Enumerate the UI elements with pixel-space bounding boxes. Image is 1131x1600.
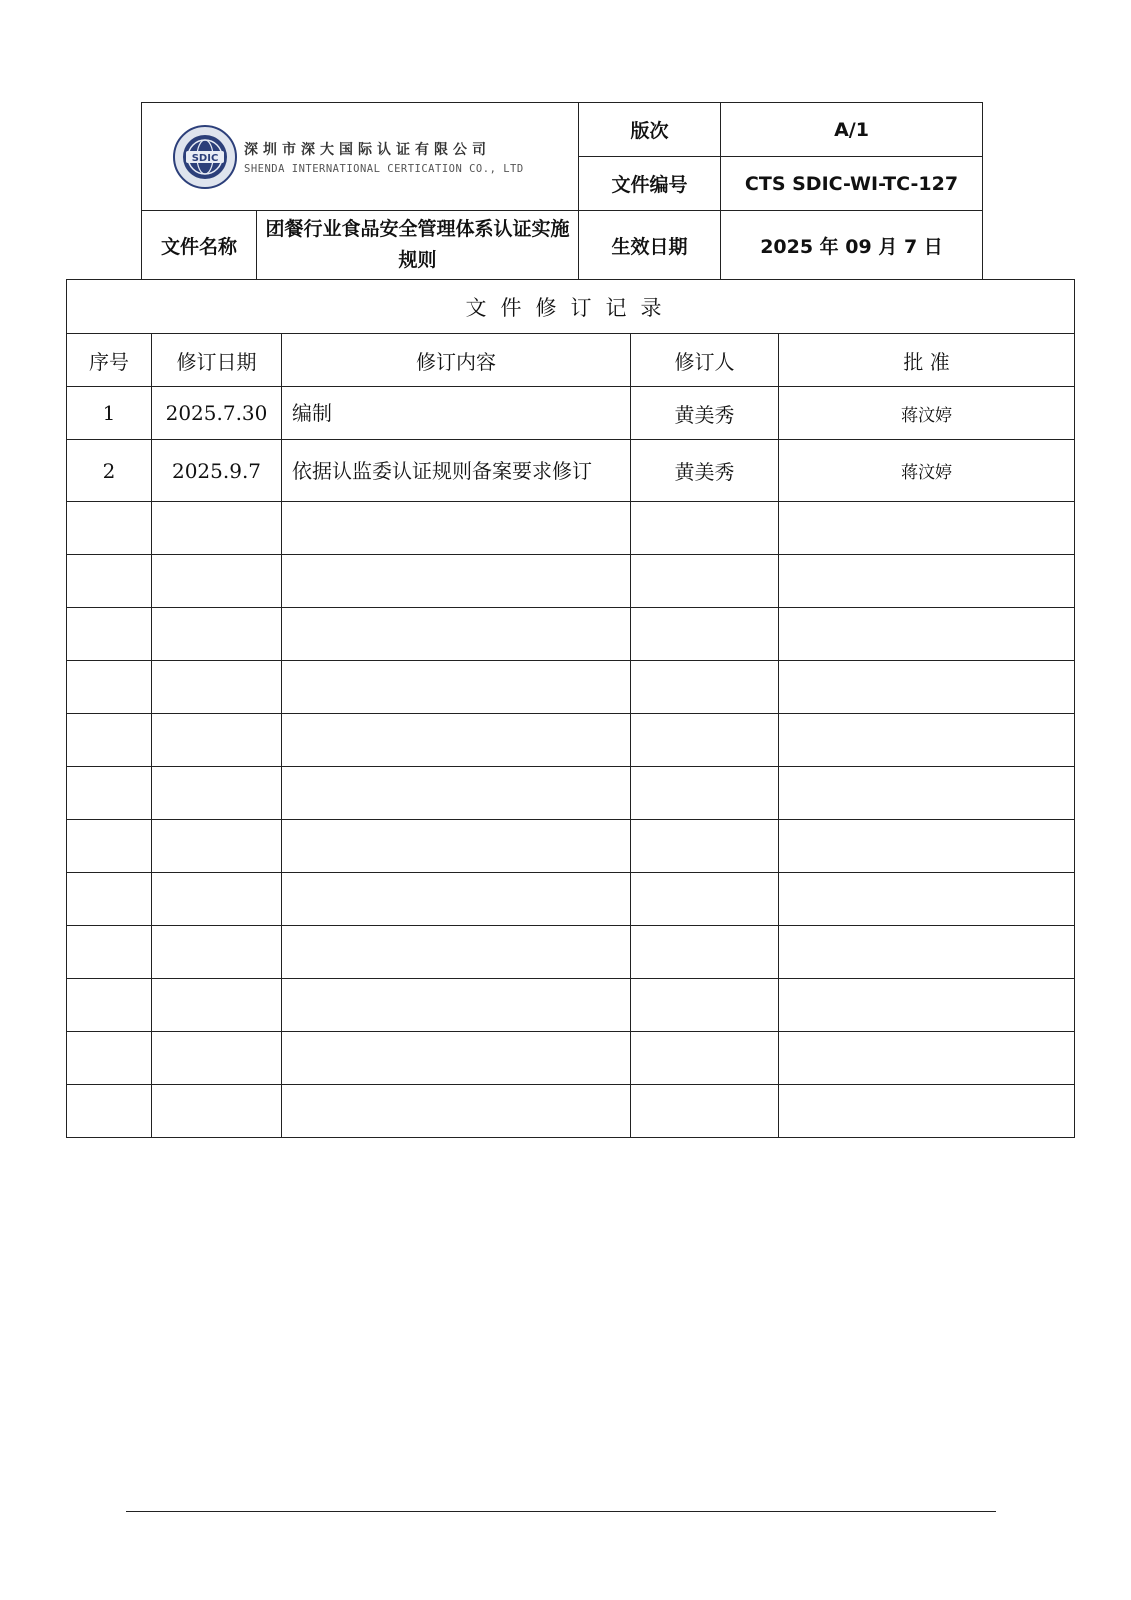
empty-cell (67, 820, 152, 873)
company-logo (172, 124, 238, 190)
empty-cell (67, 502, 152, 555)
empty-cell (779, 608, 1075, 661)
empty-cell (282, 873, 631, 926)
column-header-content: 修订内容 (282, 334, 631, 387)
empty-cell (282, 714, 631, 767)
company-logo-cell (142, 103, 579, 211)
empty-cell (152, 926, 282, 979)
table-row (67, 387, 1075, 440)
empty-cell (152, 979, 282, 1032)
row-no: 2 (67, 440, 152, 502)
empty-table-row (67, 820, 1075, 873)
column-header-reviser: 修订人 (631, 334, 779, 387)
company-name-en: SHENDA INTERNATIONAL CERTICATION CO., LTD (244, 162, 524, 175)
empty-cell (779, 661, 1075, 714)
empty-cell (282, 502, 631, 555)
empty-cell (631, 1085, 779, 1138)
empty-cell (779, 767, 1075, 820)
empty-cell (152, 873, 282, 926)
empty-cell (67, 926, 152, 979)
empty-table-row (67, 979, 1075, 1032)
version-value: A/1 (721, 103, 983, 157)
empty-cell (67, 1032, 152, 1085)
empty-cell (631, 979, 779, 1032)
row-reviser: 黄美秀 (631, 440, 779, 502)
empty-cell (67, 1085, 152, 1138)
empty-cell (282, 767, 631, 820)
empty-cell (67, 767, 152, 820)
svg-text:SDIC: SDIC (191, 152, 219, 164)
empty-cell (631, 661, 779, 714)
empty-table-row (67, 1032, 1075, 1085)
empty-cell (631, 873, 779, 926)
empty-table-row (67, 661, 1075, 714)
empty-cell (152, 502, 282, 555)
empty-table-row (67, 873, 1075, 926)
row-reviser: 黄美秀 (631, 387, 779, 440)
empty-cell (282, 1085, 631, 1138)
empty-cell (152, 1085, 282, 1138)
empty-table-row (67, 767, 1075, 820)
empty-cell (282, 555, 631, 608)
empty-cell (779, 714, 1075, 767)
version-label: 版次 (579, 103, 721, 157)
doc-number-value: CTS SDIC-WI-TC-127 (721, 157, 983, 211)
empty-cell (282, 979, 631, 1032)
empty-cell (152, 1032, 282, 1085)
column-header-approver: 批 准 (779, 334, 1075, 387)
empty-table-row (67, 502, 1075, 555)
table-row (67, 440, 1075, 502)
empty-cell (631, 1032, 779, 1085)
empty-cell (631, 555, 779, 608)
doc-number-label: 文件编号 (579, 157, 721, 211)
empty-cell (631, 820, 779, 873)
empty-cell (67, 555, 152, 608)
doc-name-label: 文件名称 (142, 211, 257, 280)
empty-cell (631, 502, 779, 555)
empty-cell (67, 661, 152, 714)
empty-cell (152, 820, 282, 873)
empty-cell (67, 714, 152, 767)
revision-table (66, 279, 1075, 1138)
empty-cell (779, 502, 1075, 555)
empty-cell (779, 555, 1075, 608)
empty-cell (67, 979, 152, 1032)
doc-name-value: 团餐行业食品安全管理体系认证实施规则 (257, 211, 579, 280)
row-content: 编制 (282, 387, 631, 440)
empty-cell (779, 1085, 1075, 1138)
empty-cell (631, 767, 779, 820)
empty-cell (152, 661, 282, 714)
empty-cell (631, 714, 779, 767)
empty-table-row (67, 1085, 1075, 1138)
empty-cell (282, 1032, 631, 1085)
empty-table-row (67, 714, 1075, 767)
row-approver: 蒋汶婷 (779, 387, 1075, 440)
empty-cell (631, 608, 779, 661)
empty-cell (152, 555, 282, 608)
row-approver: 蒋汶婷 (779, 440, 1075, 502)
revision-table-title: 文件修订记录 (67, 280, 1075, 334)
empty-cell (282, 661, 631, 714)
effective-date-label: 生效日期 (579, 211, 721, 280)
empty-cell (631, 926, 779, 979)
empty-cell (152, 608, 282, 661)
empty-table-row (67, 608, 1075, 661)
row-date: 2025.9.7 (152, 440, 282, 502)
empty-cell (282, 820, 631, 873)
column-header-date: 修订日期 (152, 334, 282, 387)
company-name-cn: 深圳市深大国际认证有限公司 (244, 141, 491, 158)
empty-cell (282, 608, 631, 661)
column-header-no: 序号 (67, 334, 152, 387)
empty-cell (779, 1032, 1075, 1085)
empty-table-row (67, 555, 1075, 608)
empty-cell (779, 873, 1075, 926)
empty-cell (152, 767, 282, 820)
empty-cell (152, 714, 282, 767)
empty-cell (67, 608, 152, 661)
empty-cell (779, 820, 1075, 873)
empty-table-row (67, 926, 1075, 979)
effective-date-value: 2025 年 09 月 7 日 (721, 211, 983, 280)
row-no: 1 (67, 387, 152, 440)
empty-cell (779, 926, 1075, 979)
empty-cell (282, 926, 631, 979)
footer-divider (126, 1511, 996, 1512)
row-date: 2025.7.30 (152, 387, 282, 440)
document-header (141, 102, 983, 280)
empty-cell (779, 979, 1075, 1032)
empty-cell (67, 873, 152, 926)
row-content: 依据认监委认证规则备案要求修订 (282, 440, 631, 502)
